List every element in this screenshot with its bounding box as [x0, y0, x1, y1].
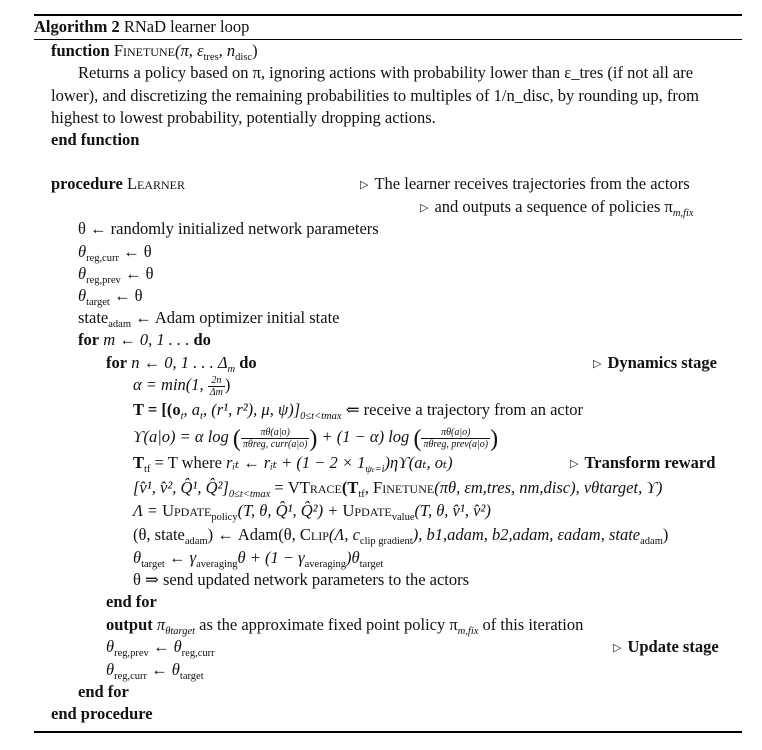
paren-close: ) [490, 426, 499, 452]
adam-rest-sub: clip gradient [359, 536, 413, 547]
reg-prev-update [106, 636, 215, 658]
upsilon-f2-num: πθ(a|o) [421, 427, 490, 439]
upsilon-lhs: ϒ(a|o) = α log [133, 427, 233, 446]
target-update-line [133, 547, 383, 569]
output-tail: of this iteration [478, 615, 584, 634]
alpha-den: Δm [209, 386, 223, 398]
update-value-name: Update [342, 501, 392, 520]
adam-tail: ), b1,adam, b2,adam, εadam, state [412, 525, 641, 544]
reg-curr-update [106, 659, 204, 681]
upsilon-f1-den: πθreg, curr(a|o) [242, 438, 308, 450]
vtrace-lhs: [v̂¹, v̂², Q̂¹, Q̂²] [133, 478, 229, 497]
prev-upd-lhs: θ [106, 637, 115, 656]
alpha-lhs: α = min(1, [133, 375, 208, 394]
paren-open: ( [232, 426, 241, 452]
ttf-lhs: T [133, 453, 145, 472]
update-value-sub: value [391, 512, 415, 523]
init-state-sub: adam [108, 319, 131, 330]
bottom-rule [34, 731, 742, 733]
adam-rest: (Λ, c [328, 525, 360, 544]
finetune-args-sub-disc: disc [235, 52, 253, 63]
curr-upd-rhs-sub: target [179, 671, 204, 682]
end-function: end function [51, 130, 140, 149]
upsilon-f2-den: πθreg, prev(a|o) [423, 438, 489, 450]
vtrace-name: VTrace [287, 478, 342, 497]
init-curr-sub: reg,curr [86, 253, 120, 264]
triangle-icon: ▷ [420, 202, 429, 214]
traj-lhs: T = [(o [133, 400, 181, 419]
finetune-args: (π, ε [174, 41, 204, 60]
vtrace-finetune: Finetune [373, 478, 435, 497]
upsilon-fraction-2 [421, 427, 490, 450]
upsilon-line [133, 422, 498, 452]
triangle-icon: ▷ [613, 642, 622, 654]
for-n-loop [106, 352, 257, 374]
adam-lhs: (θ, state [133, 525, 185, 544]
finetune-args-sub-tres: tres [203, 52, 219, 63]
finetune-name: Finetune [113, 41, 175, 60]
comment-transform-text: Transform reward [584, 453, 716, 472]
init-target-sub: target [86, 297, 110, 308]
ttf-sub: tf [144, 464, 151, 475]
target-gamma2-sub: averaging [304, 559, 347, 570]
init-reg-curr [78, 241, 152, 263]
top-rule [34, 14, 742, 16]
output-text-sub: m,fix [457, 626, 479, 637]
traj-sub: 0≤t<tmax [300, 411, 342, 422]
traj-a-sub: t [200, 411, 203, 422]
init-theta: θ ← randomly initialized network parameters [78, 219, 379, 238]
vtrace-sub: 0≤t<tmax [228, 489, 271, 500]
for-n-expr: n ← 0, 1 . . . Δ [127, 353, 228, 372]
traj-text: ⇐ receive a trajectory from an actor [341, 400, 584, 419]
output-line [106, 614, 583, 636]
adam-lhs-sub: adam [184, 536, 208, 547]
target-gamma-sub: averaging [196, 559, 238, 570]
init-curr-rhs: ← θ [119, 242, 152, 261]
lambda-line [133, 500, 491, 522]
keyword-output: output [106, 615, 153, 634]
keyword-do: do [193, 330, 211, 349]
comment-dynamics-text: Dynamics stage [607, 353, 717, 372]
init-target-rhs: ← θ [109, 286, 143, 305]
keyword-function: function [51, 41, 110, 60]
end-for-outer: end for [78, 682, 129, 701]
keyword-do: do [235, 353, 257, 372]
init-target [78, 285, 142, 307]
transform-line [133, 452, 453, 474]
vtrace-args2: , [364, 478, 374, 497]
paren-open: ( [413, 426, 422, 452]
learner-header [51, 173, 185, 195]
alpha-fraction [208, 375, 225, 398]
comment-learner-2-sub: m,fix [672, 208, 694, 219]
ttf-ind-sub: ψₜ=i [365, 464, 385, 475]
finetune-args-end: ) [252, 41, 258, 60]
ttf-text: = T where [150, 453, 227, 472]
comment-transform [570, 452, 715, 474]
upsilon-fraction-1 [241, 427, 310, 450]
comment-learner-2 [420, 196, 694, 218]
lambda-args2: (T, θ, v̂¹, v̂²) [414, 501, 491, 520]
vtrace-args-sub: tf [358, 489, 365, 500]
init-state-name: state [78, 308, 109, 327]
alpha-num: 2n [208, 375, 225, 387]
alpha-line [133, 374, 230, 400]
send-params-line: θ ⇒ send updated network parameters to the actors [133, 570, 470, 589]
prev-upd-rhs-sub: reg,curr [181, 648, 215, 659]
traj-rest: , (r¹, r²), μ, ψ)] [202, 400, 301, 419]
upsilon-mid: + (1 − α) log [317, 427, 414, 446]
vtrace-eq: = [270, 478, 288, 497]
ttf-tail: )ηϒ(aₜ, oₜ) [384, 453, 453, 472]
curr-upd-mid: ← θ [147, 660, 180, 679]
comment-learner-2-text: and outputs a sequence of policies π [434, 197, 673, 216]
comment-learner-1-text: The learner receives trajectories from the actors [374, 174, 690, 193]
algorithm-label: Algorithm 2 [34, 17, 120, 36]
update-policy-sub: policy [211, 512, 238, 523]
adam-mid: ) ← Adam(θ, [207, 525, 300, 544]
triangle-icon: ▷ [360, 179, 369, 191]
init-curr-theta: θ [78, 242, 87, 261]
init-reg-prev [78, 263, 153, 285]
adam-end: ) [662, 525, 669, 544]
alpha-end: ) [224, 375, 231, 394]
ttf-expr: rᵢₜ ← rᵢₜ + (1 − 2 × 1 [226, 453, 366, 472]
prev-upd-lhs-sub: reg,prev [114, 648, 149, 659]
finetune-description: Returns a policy based on π, ignoring actions with probability lower than ε_tres (if not all are lower), and discretizing the remaining probabilities to multiples of 1/n_disc, by rounding up, from highest to lowest probability, potentially dropping actions. [51, 63, 699, 127]
traj-mid: , a [183, 400, 201, 419]
init-prev-sub: reg,prev [86, 275, 121, 286]
triangle-icon: ▷ [593, 358, 602, 370]
upsilon-f1-num: πθ(a|o) [241, 427, 310, 439]
for-m-loop [78, 329, 211, 351]
comment-update-text: Update stage [627, 637, 719, 656]
paren-close: ) [309, 426, 318, 452]
target-lhs: θ [133, 548, 142, 567]
init-state [78, 307, 340, 329]
curr-upd-lhs: θ [106, 660, 115, 679]
comment-update [613, 636, 719, 658]
vtrace-args3: (πθ, εm,tres, nm,disc), vθtarget, ϒ) [434, 478, 663, 497]
target-end-sub: target [359, 559, 384, 570]
adam-tail-sub: adam [640, 536, 663, 547]
lambda-lhs: Λ = [133, 501, 163, 520]
finetune-header [51, 40, 258, 62]
keyword-for: for [106, 353, 128, 372]
target-lhs-sub: target [141, 559, 165, 570]
comment-learner-1 [360, 173, 690, 195]
init-prev-rhs: ← θ [120, 264, 154, 283]
init-target-theta: θ [78, 286, 87, 305]
prev-upd-mid: ← θ [148, 637, 182, 656]
for-n-sub: m [227, 364, 236, 375]
triangle-icon: ▷ [570, 458, 579, 470]
clip-name: Clip [299, 525, 329, 544]
output-text: as the approximate fixed point policy π [195, 615, 458, 634]
output-pi: π [152, 615, 166, 634]
curr-upd-lhs-sub: reg,curr [114, 671, 148, 682]
end-procedure: end procedure [51, 704, 153, 723]
target-expr2: θ + (1 − γ [237, 548, 305, 567]
vtrace-args: (T [341, 478, 359, 497]
algorithm-caption [34, 17, 249, 37]
target-expr3: )θ [346, 548, 360, 567]
trajectory-line [133, 399, 583, 421]
vtrace-line [133, 477, 662, 499]
comment-dynamics [593, 352, 717, 374]
init-prev-theta: θ [78, 264, 87, 283]
learner-name: Learner [126, 174, 186, 193]
algorithm-title: RNaD learner loop [123, 17, 250, 36]
finetune-args-mid: , n [218, 41, 236, 60]
lambda-args1: (T, θ, Q̂¹, Q̂²) + [237, 501, 343, 520]
end-for-inner: end for [106, 592, 157, 611]
for-m-expr: m ← 0, 1 . . . [99, 330, 194, 349]
traj-o-sub: t [180, 411, 184, 422]
keyword-for: for [78, 330, 100, 349]
update-policy-name: Update [162, 501, 212, 520]
keyword-procedure: procedure [51, 174, 123, 193]
init-state-rhs: ← Adam optimizer initial state [131, 308, 340, 327]
target-expr: ← γ [164, 548, 197, 567]
output-pi-sub: θtarget [165, 626, 196, 637]
adam-line [133, 524, 668, 546]
